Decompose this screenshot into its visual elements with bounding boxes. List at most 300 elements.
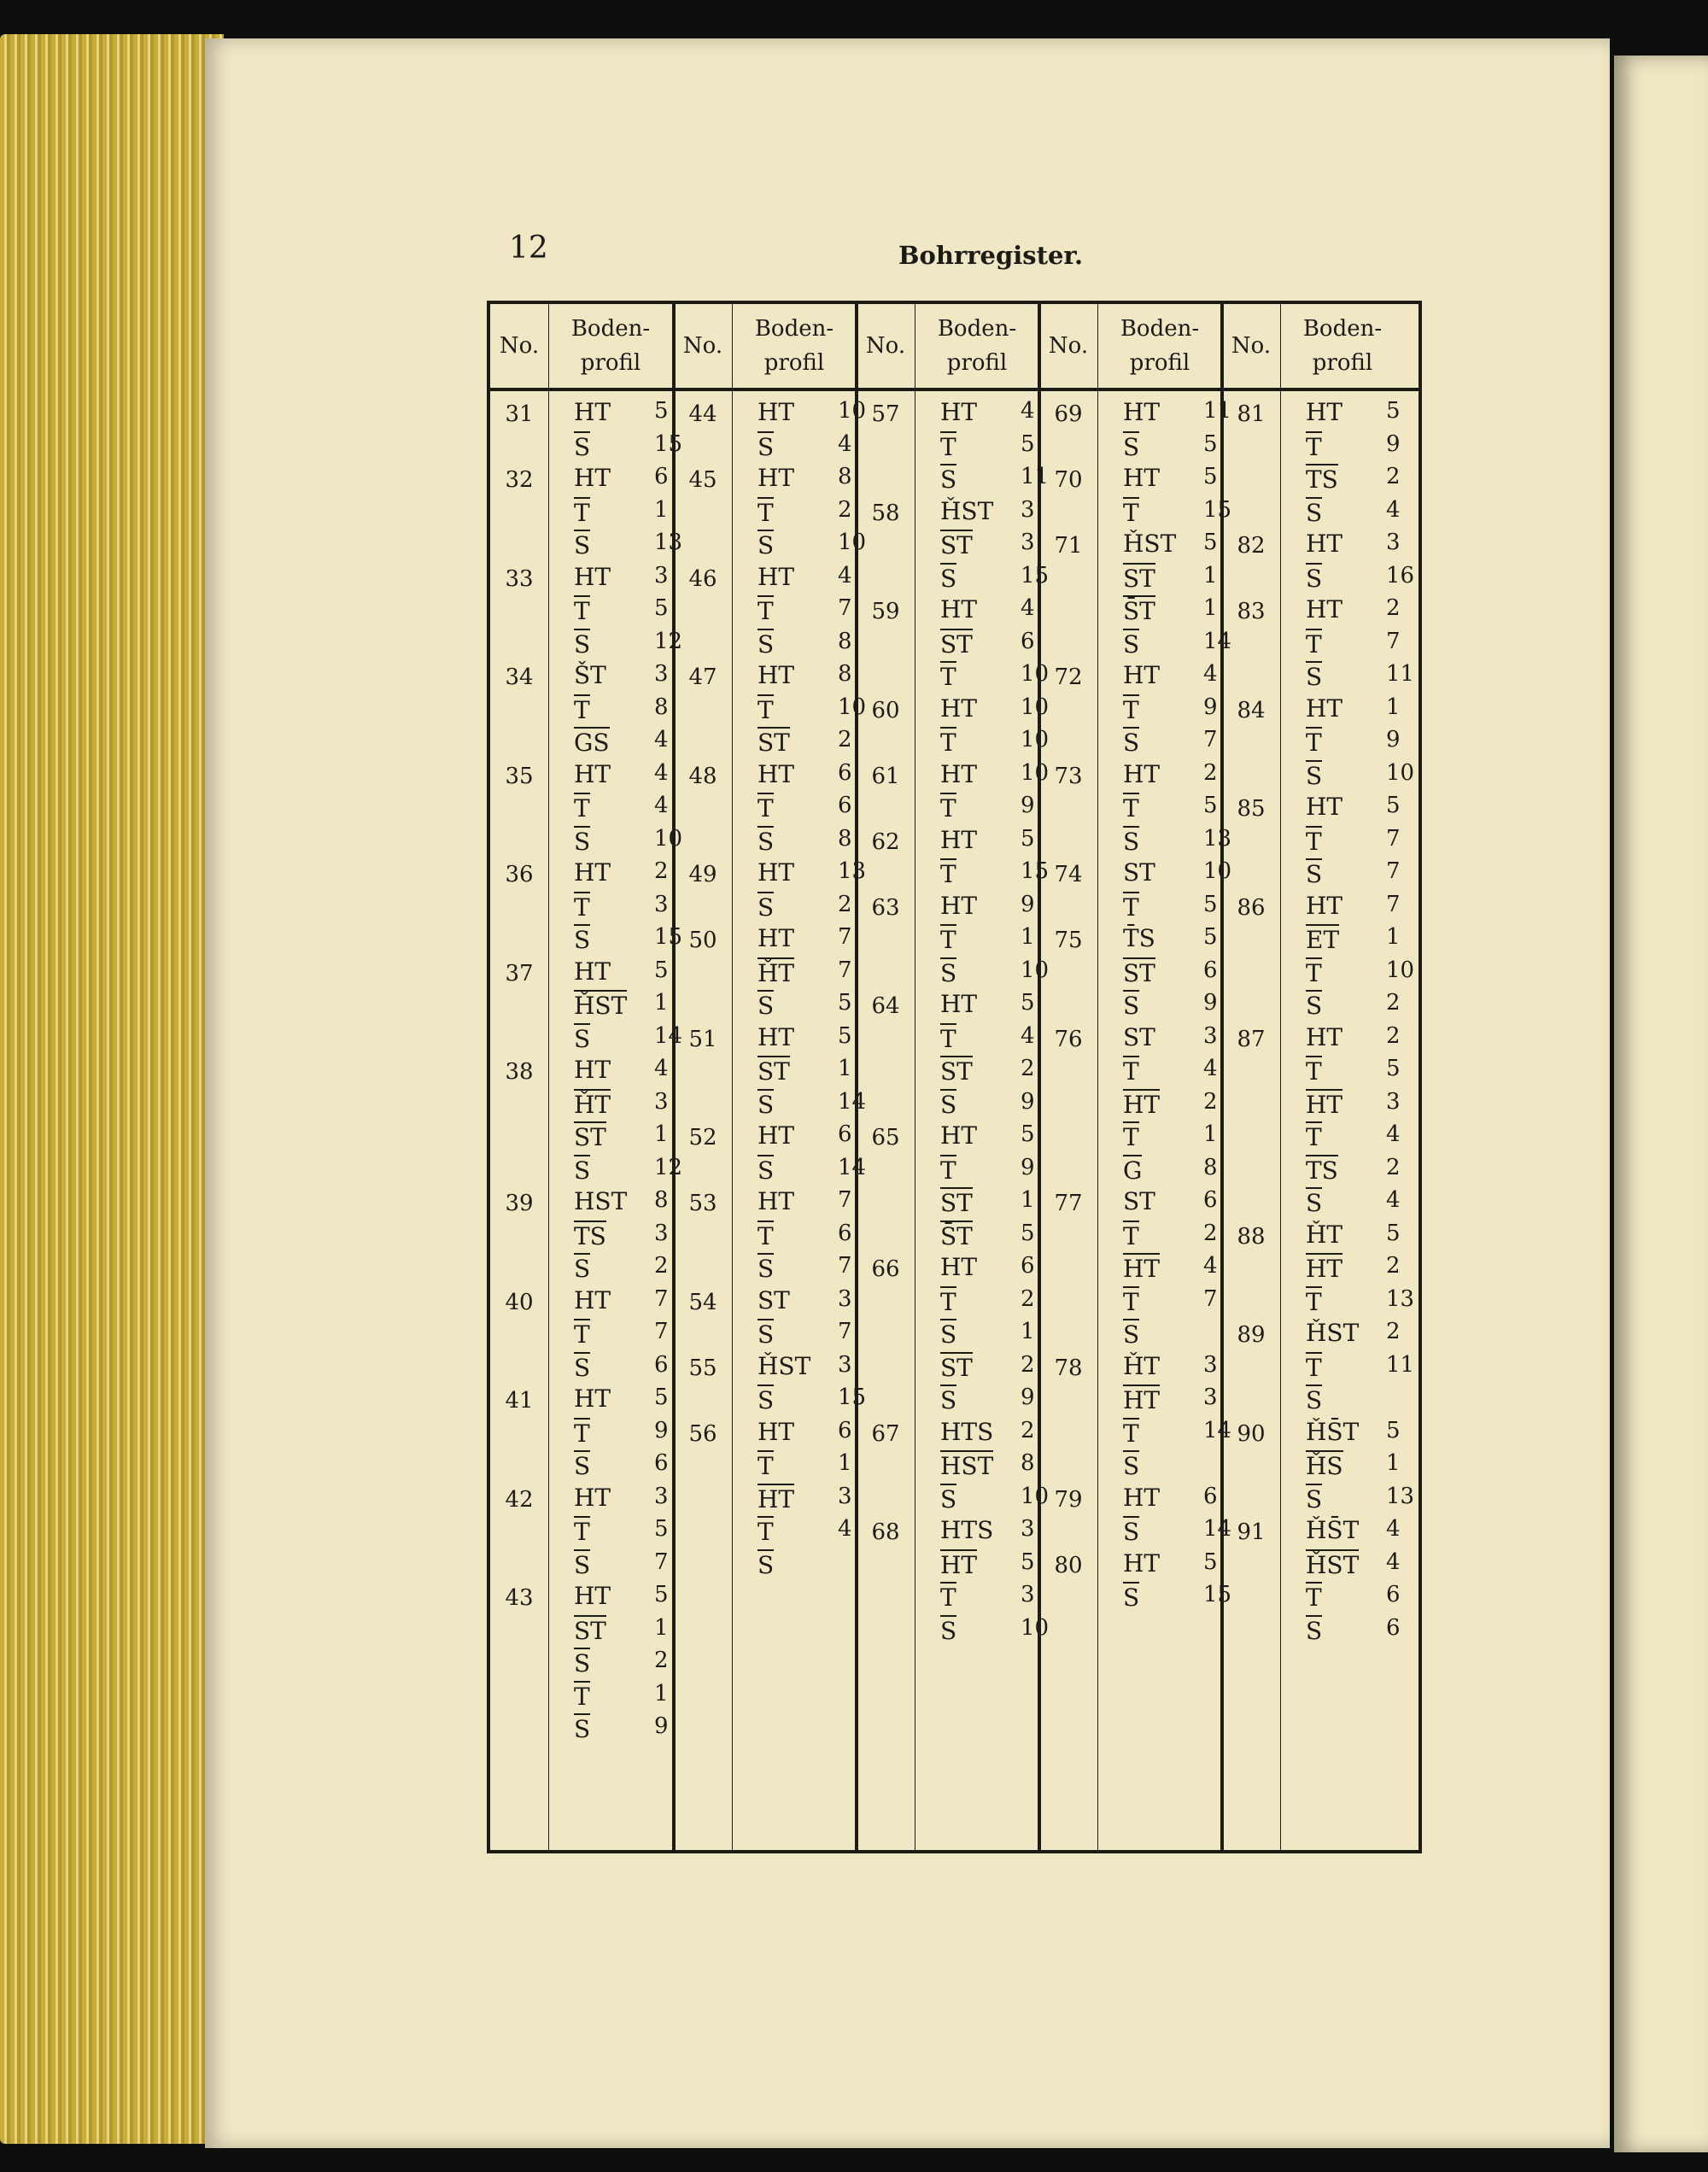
soil-code: HT	[940, 891, 978, 920]
soil-code: T	[757, 597, 774, 625]
layer-thickness: 7	[654, 1285, 669, 1312]
soil-code: S	[757, 893, 775, 922]
soil-code: T	[574, 1419, 590, 1448]
layer-thickness: 7	[654, 1549, 669, 1575]
borehole-number: 39	[505, 1191, 534, 1216]
layer-thickness: 14	[838, 1088, 867, 1115]
layer-thickness: 3	[1203, 1385, 1218, 1410]
soil-code: ȞS̄T	[1306, 1516, 1360, 1544]
layer-thickness: 6	[1386, 1582, 1401, 1607]
layer-thickness: 2	[838, 891, 852, 917]
soil-code: HT	[1123, 464, 1161, 492]
layer-thickness: 9	[1386, 430, 1401, 457]
soil-code: T	[574, 1518, 590, 1546]
soil-code: T	[1306, 827, 1322, 856]
borehole-number: 70	[1054, 467, 1083, 493]
soil-code: HT	[757, 858, 795, 887]
layer-thickness: 3	[654, 1088, 669, 1115]
borehole-number: 75	[1054, 928, 1083, 953]
soil-code: T	[757, 695, 774, 724]
header-bodenprofil: Boden- profil	[570, 316, 651, 376]
layer-thickness: 15	[1203, 1582, 1232, 1607]
layer-thickness: 14	[654, 1022, 683, 1049]
layer-thickness: 2	[1386, 1154, 1401, 1180]
layer-thickness: 7	[1386, 628, 1401, 654]
soil-code: S	[574, 1024, 591, 1053]
soil-code: HT	[1123, 1255, 1161, 1283]
soil-code: ȞT	[1306, 1220, 1343, 1249]
soil-code: HT	[940, 825, 978, 854]
soil-code: HT	[1306, 398, 1343, 426]
soil-code: HT	[1123, 1549, 1161, 1578]
borehole-number: 33	[505, 565, 534, 592]
soil-code: S	[1123, 1320, 1140, 1349]
borehole-number: 48	[688, 763, 717, 789]
soil-code: T	[940, 1584, 956, 1612]
soil-code: HT	[1306, 1090, 1343, 1119]
layer-thickness: 4	[838, 562, 852, 588]
layer-thickness: 10	[1021, 661, 1050, 687]
soil-code: T	[940, 926, 956, 954]
soil-code: T	[1306, 1057, 1322, 1086]
borehole-number: 59	[871, 599, 900, 624]
layer-thickness: 8	[654, 694, 669, 720]
layer-thickness: 7	[838, 1319, 852, 1344]
layer-thickness: 10	[1203, 858, 1232, 884]
layer-thickness: 16	[1386, 562, 1415, 588]
book-page-edges	[0, 34, 224, 2144]
layer-thickness: 7	[654, 1319, 669, 1344]
soil-code: T	[574, 1682, 590, 1711]
layer-thickness: 5	[1386, 1417, 1401, 1443]
layer-thickness: 1	[654, 990, 669, 1016]
layer-thickness: 4	[1203, 661, 1218, 687]
soil-code: G	[1123, 1156, 1143, 1185]
layer-thickness: 3	[1203, 1022, 1218, 1049]
borehole-number: 77	[1054, 1191, 1083, 1216]
soil-code: ST	[757, 1057, 790, 1086]
soil-code: T	[940, 860, 956, 888]
layer-thickness: 9	[654, 1417, 669, 1443]
layer-thickness: 14	[1203, 1516, 1232, 1542]
soil-code: T	[1306, 629, 1322, 659]
layer-thickness: 3	[1203, 1351, 1218, 1378]
layer-thickness: 5	[1203, 924, 1218, 950]
layer-thickness: 2	[1386, 1319, 1401, 1344]
borehole-number: 67	[871, 1420, 900, 1447]
soil-code: T	[757, 498, 774, 527]
soil-code: HT	[757, 1121, 795, 1150]
layer-thickness: 7	[1386, 891, 1401, 917]
layer-thickness: 5	[1021, 1121, 1035, 1147]
layer-thickness: 4	[1386, 1121, 1401, 1147]
layer-thickness: 8	[838, 628, 852, 654]
soil-code: T	[757, 1452, 774, 1480]
layer-thickness: 3	[654, 562, 669, 588]
soil-code: S	[757, 432, 775, 461]
soil-code: S	[1123, 432, 1140, 461]
borehole-number: 37	[505, 960, 534, 986]
soil-code: S	[1123, 629, 1140, 659]
layer-thickness: 4	[1386, 1187, 1401, 1213]
borehole-number: 31	[505, 401, 534, 427]
soil-code: T	[940, 1024, 956, 1053]
soil-code: S	[574, 827, 591, 856]
soil-code: S	[1123, 729, 1140, 757]
soil-code: HT	[574, 957, 611, 986]
borehole-number: 89	[1237, 1322, 1266, 1348]
soil-code: HT	[1306, 530, 1343, 558]
borehole-number: 34	[505, 664, 534, 690]
soil-code: ȞS	[1306, 1452, 1343, 1480]
soil-code: HT	[757, 1187, 795, 1215]
soil-code: S	[574, 1353, 591, 1382]
soil-code: ST	[1123, 1187, 1155, 1215]
soil-code: HT	[574, 1483, 611, 1512]
layer-thickness: 7	[838, 924, 852, 950]
layer-thickness: 8	[838, 661, 852, 687]
layer-thickness: 2	[1203, 1088, 1218, 1115]
layer-thickness: 2	[1021, 1285, 1035, 1312]
layer-thickness: 3	[1386, 1088, 1401, 1115]
layer-thickness: 1	[1021, 924, 1035, 950]
layer-thickness: 2	[1386, 464, 1401, 489]
layer-thickness: 8	[1203, 1154, 1218, 1180]
layer-thickness: 1	[654, 1614, 669, 1641]
soil-code: ET	[1306, 926, 1340, 954]
soil-code: S	[574, 1649, 591, 1677]
layer-thickness: 9	[1021, 1088, 1035, 1115]
header-no: No.	[682, 333, 723, 359]
layer-thickness: 15	[1021, 562, 1050, 588]
layer-thickness: 12	[654, 628, 683, 654]
layer-thickness: 11	[1386, 1351, 1415, 1378]
layer-thickness: 13	[654, 530, 683, 555]
layer-thickness: 11	[1203, 398, 1232, 424]
borehole-number: 55	[688, 1355, 717, 1381]
layer-thickness: 2	[654, 1253, 669, 1279]
layer-thickness: 15	[1021, 858, 1050, 884]
soil-code: T	[757, 1221, 774, 1250]
soil-code: T	[1123, 1221, 1139, 1250]
borehole-number: 81	[1237, 401, 1266, 427]
header-no: No.	[1231, 333, 1272, 359]
layer-thickness: 5	[654, 1385, 669, 1410]
soil-code: S	[574, 1156, 591, 1185]
layer-thickness: 12	[654, 1154, 683, 1180]
soil-code: HT	[940, 990, 978, 1018]
layer-thickness: 3	[1021, 496, 1035, 523]
layer-thickness: 13	[1386, 1483, 1415, 1509]
layer-thickness: 10	[1021, 1614, 1050, 1641]
soil-code: ȞST	[1123, 530, 1177, 558]
layer-thickness: 3	[654, 1220, 669, 1246]
layer-thickness: 4	[654, 793, 669, 818]
layer-thickness: 5	[654, 1582, 669, 1607]
borehole-number: 47	[688, 664, 717, 690]
layer-thickness: 14	[1203, 1417, 1232, 1443]
layer-thickness: 9	[1203, 694, 1218, 720]
soil-code: HT	[574, 1582, 611, 1610]
layer-thickness: 5	[1386, 398, 1401, 424]
running-head: Bohrregister.	[898, 241, 1084, 270]
layer-thickness: 11	[1386, 661, 1415, 687]
layer-thickness: 3	[1021, 1582, 1035, 1607]
layer-thickness: 1	[1203, 595, 1218, 621]
soil-code: HT	[757, 464, 795, 492]
layer-thickness: 5	[838, 990, 852, 1016]
layer-thickness: 5	[1203, 793, 1218, 818]
borehole-number: 60	[871, 697, 900, 723]
layer-thickness: 2	[1386, 1253, 1401, 1279]
soil-code: T	[757, 794, 774, 823]
layer-thickness: 6	[838, 1121, 852, 1147]
layer-thickness: 4	[1203, 1056, 1218, 1081]
layer-thickness: 7	[1203, 727, 1218, 752]
layer-thickness: 10	[1021, 1483, 1050, 1509]
borehole-number: 78	[1054, 1355, 1083, 1381]
header-rule	[490, 388, 1418, 391]
layer-thickness: 10	[838, 694, 867, 720]
soil-code: T	[757, 1518, 774, 1546]
layer-thickness: 3	[838, 1483, 852, 1509]
layer-thickness: 9	[1021, 793, 1035, 818]
soil-code: ST	[940, 1189, 973, 1217]
soil-code: HT	[1306, 1022, 1343, 1051]
layer-thickness: 6	[654, 464, 669, 489]
layer-thickness: 4	[1021, 398, 1035, 424]
layer-thickness: 2	[654, 858, 669, 884]
soil-code: S	[574, 1550, 591, 1579]
layer-thickness: 13	[1203, 825, 1232, 852]
soil-code: ST	[574, 1616, 606, 1645]
soil-code: S	[757, 1090, 775, 1119]
soil-code: T	[1123, 1057, 1139, 1086]
soil-code: S	[757, 1550, 775, 1579]
soil-code: T	[1306, 1123, 1322, 1151]
soil-code: HT	[757, 661, 795, 689]
soil-code: HT	[1123, 398, 1161, 426]
soil-code: T	[574, 498, 590, 527]
soil-code: S	[757, 1255, 775, 1283]
layer-thickness: 6	[1203, 1483, 1218, 1509]
layer-thickness: 5	[1386, 1220, 1401, 1246]
soil-code: ȞT	[1123, 1351, 1161, 1380]
layer-thickness: 15	[838, 1385, 867, 1410]
soil-code: ST	[574, 1123, 606, 1151]
layer-thickness: 3	[1386, 530, 1401, 555]
soil-code: S	[1306, 1484, 1323, 1513]
layer-thickness: 1	[654, 496, 669, 523]
soil-code: ȞT	[574, 1090, 611, 1119]
layer-thickness: 1	[838, 1056, 852, 1081]
soil-code: S	[1306, 1616, 1323, 1645]
layer-thickness: 8	[1021, 1450, 1035, 1476]
soil-code: HT	[940, 398, 978, 426]
layer-thickness: 2	[654, 1648, 669, 1673]
soil-code: S̄T	[940, 1221, 973, 1250]
layer-thickness: 4	[1386, 1549, 1401, 1575]
borehole-number: 76	[1054, 1026, 1083, 1052]
soil-code: HT	[940, 595, 978, 623]
soil-code: S	[1306, 498, 1323, 527]
soil-code: HST	[940, 1452, 994, 1480]
soil-code: HT	[757, 1484, 795, 1513]
layer-thickness: 1	[1021, 1319, 1035, 1344]
soil-code: S	[940, 1484, 957, 1513]
soil-code: S	[757, 827, 775, 856]
borehole-number: 44	[688, 401, 717, 427]
layer-thickness: 5	[1203, 891, 1218, 917]
layer-thickness: 5	[1021, 990, 1035, 1016]
layer-thickness: 14	[838, 1154, 867, 1180]
layer-thickness: 2	[838, 496, 852, 523]
layer-thickness: 9	[654, 1713, 669, 1739]
layer-thickness: 6	[1203, 1187, 1218, 1213]
borehole-number: 54	[688, 1289, 717, 1315]
layer-thickness: 2	[1021, 1351, 1035, 1378]
layer-thickness: 5	[1021, 1220, 1035, 1246]
soil-code: T	[1306, 1584, 1322, 1612]
layer-thickness: 7	[1203, 1285, 1218, 1312]
layer-thickness: 5	[838, 1022, 852, 1049]
soil-code: T	[1123, 794, 1139, 823]
soil-code: HT	[1306, 694, 1343, 723]
soil-code: TS	[1306, 1156, 1338, 1185]
soil-code: ST	[757, 729, 790, 757]
no-column-divider	[1097, 304, 1098, 1850]
soil-code: HT	[1123, 661, 1161, 689]
soil-code: S	[1306, 860, 1323, 888]
layer-thickness: 9	[1386, 727, 1401, 752]
layer-thickness: 6	[1386, 1614, 1401, 1641]
soil-code: S	[757, 629, 775, 659]
soil-code: T	[1306, 432, 1322, 461]
no-column-divider	[732, 304, 733, 1850]
soil-code: T	[1123, 1123, 1139, 1151]
soil-code: T	[574, 695, 590, 724]
borehole-number: 50	[688, 928, 717, 953]
column-group-divider	[672, 304, 676, 1850]
layer-thickness: 4	[1386, 1516, 1401, 1542]
borehole-number: 65	[871, 1125, 900, 1150]
layer-thickness: 10	[1021, 727, 1050, 752]
layer-thickness: 2	[1203, 759, 1218, 786]
header-no: No.	[499, 333, 540, 359]
layer-thickness: 5	[654, 1516, 669, 1542]
soil-code: HT	[757, 1022, 795, 1051]
soil-code: S	[1306, 1189, 1323, 1217]
borehole-number: 90	[1237, 1420, 1266, 1447]
layer-thickness: 1	[1386, 694, 1401, 720]
soil-code: T	[1306, 729, 1322, 757]
borehole-number: 64	[871, 993, 900, 1019]
layer-thickness: 1	[1386, 1450, 1401, 1476]
soil-code: S	[940, 1090, 957, 1119]
soil-code: T	[1123, 498, 1139, 527]
soil-code: ȞST	[1306, 1550, 1360, 1579]
soil-code: S̄T	[1123, 597, 1155, 625]
borehole-number: 87	[1237, 1026, 1266, 1052]
layer-thickness: 2	[1021, 1417, 1035, 1443]
layer-thickness: 6	[654, 1450, 669, 1476]
header-bodenprofil: Boden- profil	[754, 316, 834, 376]
soil-code: T	[940, 1156, 956, 1185]
borehole-number: 53	[688, 1191, 717, 1216]
layer-thickness: 7	[838, 957, 852, 983]
borehole-number: 35	[505, 763, 534, 789]
soil-code: S	[940, 465, 957, 494]
soil-code: HT	[1123, 1090, 1161, 1119]
soil-code: ST	[757, 1285, 790, 1314]
layer-thickness: 8	[654, 1187, 669, 1213]
layer-thickness: 2	[1021, 1056, 1035, 1081]
no-column-divider	[548, 304, 549, 1850]
layer-thickness: 3	[1021, 1516, 1035, 1542]
layer-thickness: 4	[654, 727, 669, 752]
soil-code: S	[940, 1320, 957, 1349]
layer-thickness: 5	[1203, 530, 1218, 555]
layer-thickness: 13	[838, 858, 867, 884]
layer-thickness: 10	[838, 398, 867, 424]
layer-thickness: 5	[654, 398, 669, 424]
borehole-number: 66	[871, 1256, 900, 1282]
soil-code: S	[1306, 1386, 1323, 1414]
soil-code: T̄S	[1123, 924, 1155, 952]
soil-code: S	[1123, 1452, 1140, 1480]
soil-code: HT	[574, 1285, 611, 1314]
borehole-number: 79	[1054, 1486, 1083, 1513]
layer-thickness: 4	[838, 430, 852, 457]
layer-thickness: 7	[1386, 858, 1401, 884]
soil-code: T	[1123, 695, 1139, 724]
soil-code: ST	[1123, 564, 1155, 593]
layer-thickness: 8	[838, 464, 852, 489]
borehole-number: 85	[1237, 796, 1266, 822]
soil-code: HT	[574, 562, 611, 591]
layer-thickness: 1	[654, 1680, 669, 1707]
layer-thickness: 5	[1203, 430, 1218, 457]
soil-code: S	[757, 1386, 775, 1414]
soil-code: S	[1306, 761, 1323, 790]
layer-thickness: 10	[1021, 694, 1050, 720]
layer-thickness: 6	[1021, 1253, 1035, 1279]
borehole-number: 86	[1237, 894, 1266, 921]
soil-code: S	[940, 958, 957, 987]
soil-code: S	[574, 1255, 591, 1283]
borehole-number: 52	[688, 1125, 717, 1150]
soil-code: T	[940, 729, 956, 757]
soil-code: HT	[940, 1121, 978, 1150]
soil-code: S	[574, 531, 591, 559]
soil-code: HT	[1123, 759, 1161, 788]
soil-code: T	[1306, 1353, 1322, 1382]
soil-code: T	[940, 794, 956, 823]
layer-thickness: 15	[654, 430, 683, 457]
soil-code: T	[574, 597, 590, 625]
soil-code: ȞS̄T	[1306, 1417, 1360, 1446]
layer-thickness: 4	[1021, 1022, 1035, 1049]
layer-thickness: 3	[838, 1285, 852, 1312]
soil-code: S	[574, 926, 591, 954]
layer-thickness: 10	[1386, 957, 1415, 983]
soil-code: T	[1123, 893, 1139, 922]
soil-code: HT	[1306, 595, 1343, 623]
soil-code: S	[757, 992, 775, 1020]
borehole-number: 63	[871, 894, 900, 921]
layer-thickness: 4	[1386, 496, 1401, 523]
soil-code: S	[1123, 1584, 1140, 1612]
